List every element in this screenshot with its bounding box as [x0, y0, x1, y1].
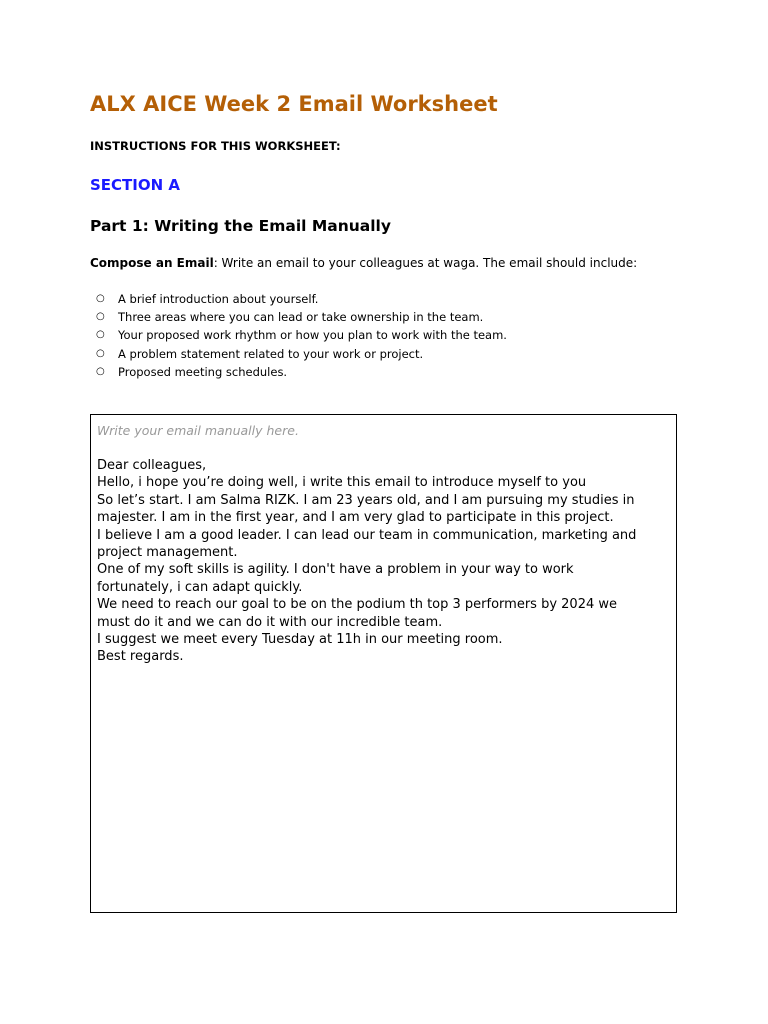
list-item [90, 363, 507, 381]
compose-label: Compose an Email [90, 256, 214, 270]
list-item [90, 326, 507, 344]
email-line: must do it and we can do it with our incredible team. [97, 614, 443, 630]
email-line: project management. [97, 545, 238, 561]
circle-bullet-icon: ○ [96, 311, 105, 323]
worksheet-title: ALX AICE Week 2 Email Worksheet [90, 92, 498, 116]
requirements-list [90, 290, 507, 381]
list-item-text: A problem statement related to your work or project. [118, 346, 424, 361]
section-heading: SECTION A [90, 176, 181, 194]
email-line: fortunately, i can adapt quickly. [97, 579, 303, 595]
list-item [90, 290, 507, 308]
email-line: Dear colleagues, [97, 458, 207, 473]
email-line: So let’s start. I am Salma RIZK. I am 23 years old, and I am pursuing my studies in [97, 492, 635, 508]
circle-bullet-icon: ○ [96, 329, 105, 341]
email-line: We need to reach our goal to be on the podium th top 3 performers by 2024 we [97, 597, 617, 613]
email-line: Hello, i hope you’re doing well, i write this email to introduce myself to you [97, 475, 587, 491]
list-item-text: Proposed meeting schedules. [118, 364, 288, 379]
circle-bullet-icon: ○ [96, 347, 105, 359]
list-item-text: A brief introduction about yourself. [118, 292, 319, 306]
email-textbox[interactable] [90, 414, 677, 913]
email-placeholder: Write your email manually here. [97, 423, 299, 438]
list-item-text: Three areas where you can lead or take ownership in the team. [118, 310, 484, 325]
list-item [90, 345, 507, 363]
part-heading: Part 1: Writing the Email Manually [90, 217, 391, 235]
email-line: I believe I am a good leader. I can lead our team in communication, marketing and [97, 527, 637, 543]
email-line: I suggest we meet every Tuesday at 11h in our meeting room. [97, 632, 503, 648]
list-item-text: Your proposed work rhythm or how you plan to work with the team. [118, 328, 507, 343]
list-item [90, 308, 507, 326]
email-line: majester. I am in the first year, and I am very glad to participate in this project. [97, 510, 614, 526]
email-body [97, 457, 672, 666]
email-line: Best regards. [97, 649, 184, 665]
circle-bullet-icon: ○ [96, 293, 105, 304]
circle-bullet-icon: ○ [96, 365, 105, 377]
compose-text: : Write an email to your colleagues at waga. The email should include: [213, 256, 638, 270]
instructions-heading: INSTRUCTIONS FOR THIS WORKSHEET: [90, 139, 341, 153]
compose-instruction [90, 256, 637, 270]
email-line: One of my soft skills is agility. I don't have a problem in your way to work [97, 562, 574, 578]
